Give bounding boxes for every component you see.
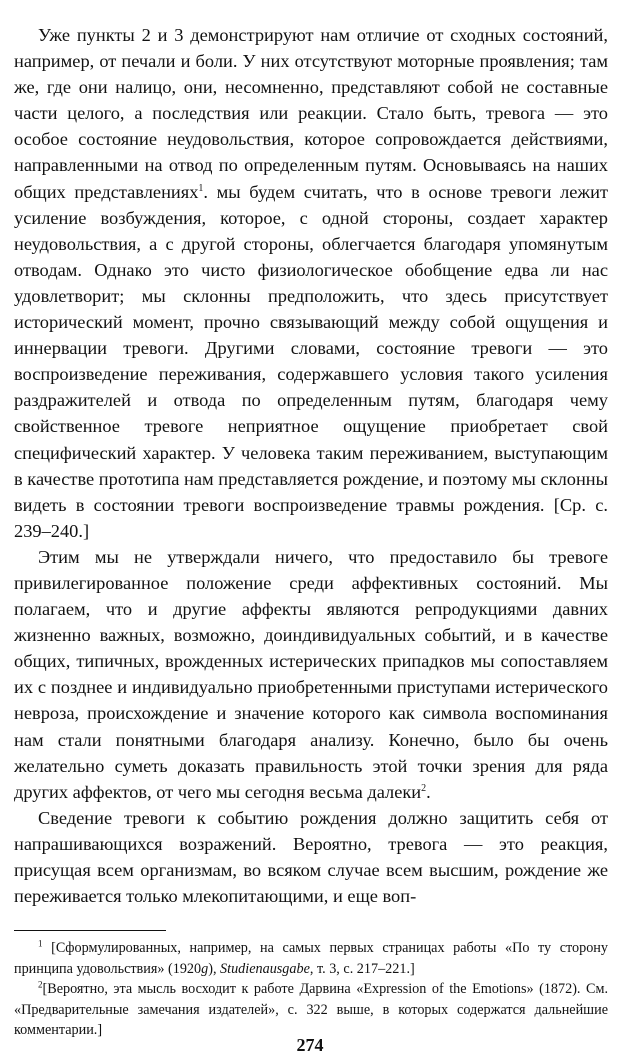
main-text bbox=[14, 22, 608, 909]
footnotes bbox=[14, 938, 608, 1041]
footnote-reference: 2 bbox=[421, 782, 427, 794]
footnote-divider bbox=[14, 930, 166, 931]
footnote-reference: 1 bbox=[198, 182, 204, 194]
footnote-text: , т. 3, с. 217–221.] bbox=[309, 960, 415, 977]
footnote-italic: g bbox=[201, 960, 209, 977]
paragraph bbox=[14, 544, 608, 805]
footnote bbox=[14, 979, 608, 1041]
paragraph-text: Уже пункты 2 и 3 демонстрируют нам отличие от сходных состояний, например, от печали и боли. У них отсутствуют моторные проявления; там же, где они налицо, они, несомненно, представляют собой не составные части целого, а последствия или реакции. Стало быть, тревога — это особое состояние неудовольствия, которое сопровождается действиями, направленными на отвод по определенным путям. Основываясь на наших общих представлениях bbox=[14, 25, 608, 202]
paragraph-text: Сведение тревоги к событию рождения должно защитить себя от напрашивающихся возражений. Вероятно, тревога — это реакция, присущая всем организмам, во всяком случае всем высшим, рождение же переживается только млекопитающими, и еще воп- bbox=[14, 807, 608, 907]
footnote-text: [Сформулированных, например, на самых первых страницах работы «По ту сторону принципа удовольствия» (1920 bbox=[14, 940, 608, 977]
paragraph bbox=[14, 805, 608, 909]
page-number: 274 bbox=[296, 1035, 324, 1055]
footnote-italic-title: Studienausgabe bbox=[220, 960, 310, 977]
footnote-mark: 2 bbox=[38, 979, 43, 990]
paragraph-text-continued: . bbox=[426, 781, 431, 802]
paragraph-text-continued: . мы будем считать, что в основе тревоги лежит усиление возбуждения, которое, с одной стороны, создает характер неудовольствия, а с другой стороны, облегчается благодаря упомянутым отводам. Однако это чисто физиологическое обобщение едва ли нас удовлетворит; мы склонны предположить, что здесь присутствует исторический момент, прочно связывающий между собой ощущения и иннервации тревоги. Другими словами, состояние тревоги — это воспроизведение переживания, содержавшего условия такого усиления раздражителей и отвода по определенным путям, благодаря чему свойственное тревоге неприятное ощущение приобретает свой специфический характер. У человека таким переживанием, выступающим в качестве прототипа нам представляется рождение, и поэтому мы склонны видеть в состоянии тревоги воспроизведение травмы рождения. [Ср. с. 239–240.] bbox=[14, 181, 609, 541]
footnote bbox=[14, 938, 608, 979]
footnote-mark: 1 bbox=[38, 938, 43, 949]
footnote-text: [Вероятно, эта мысль восходит к работе Дарвина «Expression of the Emotions» (1872). См. «Предварительные замечания издателей», с. 322 выше, в которых содержатся дальнейшие комментарии.] bbox=[14, 981, 608, 1038]
paragraph bbox=[14, 22, 608, 544]
footnote-text: ), bbox=[208, 960, 221, 977]
paragraph-text: Этим мы не утверждали ничего, что предоставило бы тревоге привилегированное положение среди аффективных состояний. Мы полагаем, что и другие аффекты являются репродукциями давних жизненно важных, возможно, доиндивидуальных событий, и в качестве общих, типичных, врожденных истерических припадков мы сопоставляем их с позднее и индивидуально приобретенными приступами истерического невроза, происхождение и значение которого как символа воспоминания нам стали понятными благодаря анализу. Конечно, было бы очень желательно суметь доказать правильность этой точки зрения для ряда других аффектов, от чего мы сегодня весьма далеки bbox=[14, 546, 608, 802]
